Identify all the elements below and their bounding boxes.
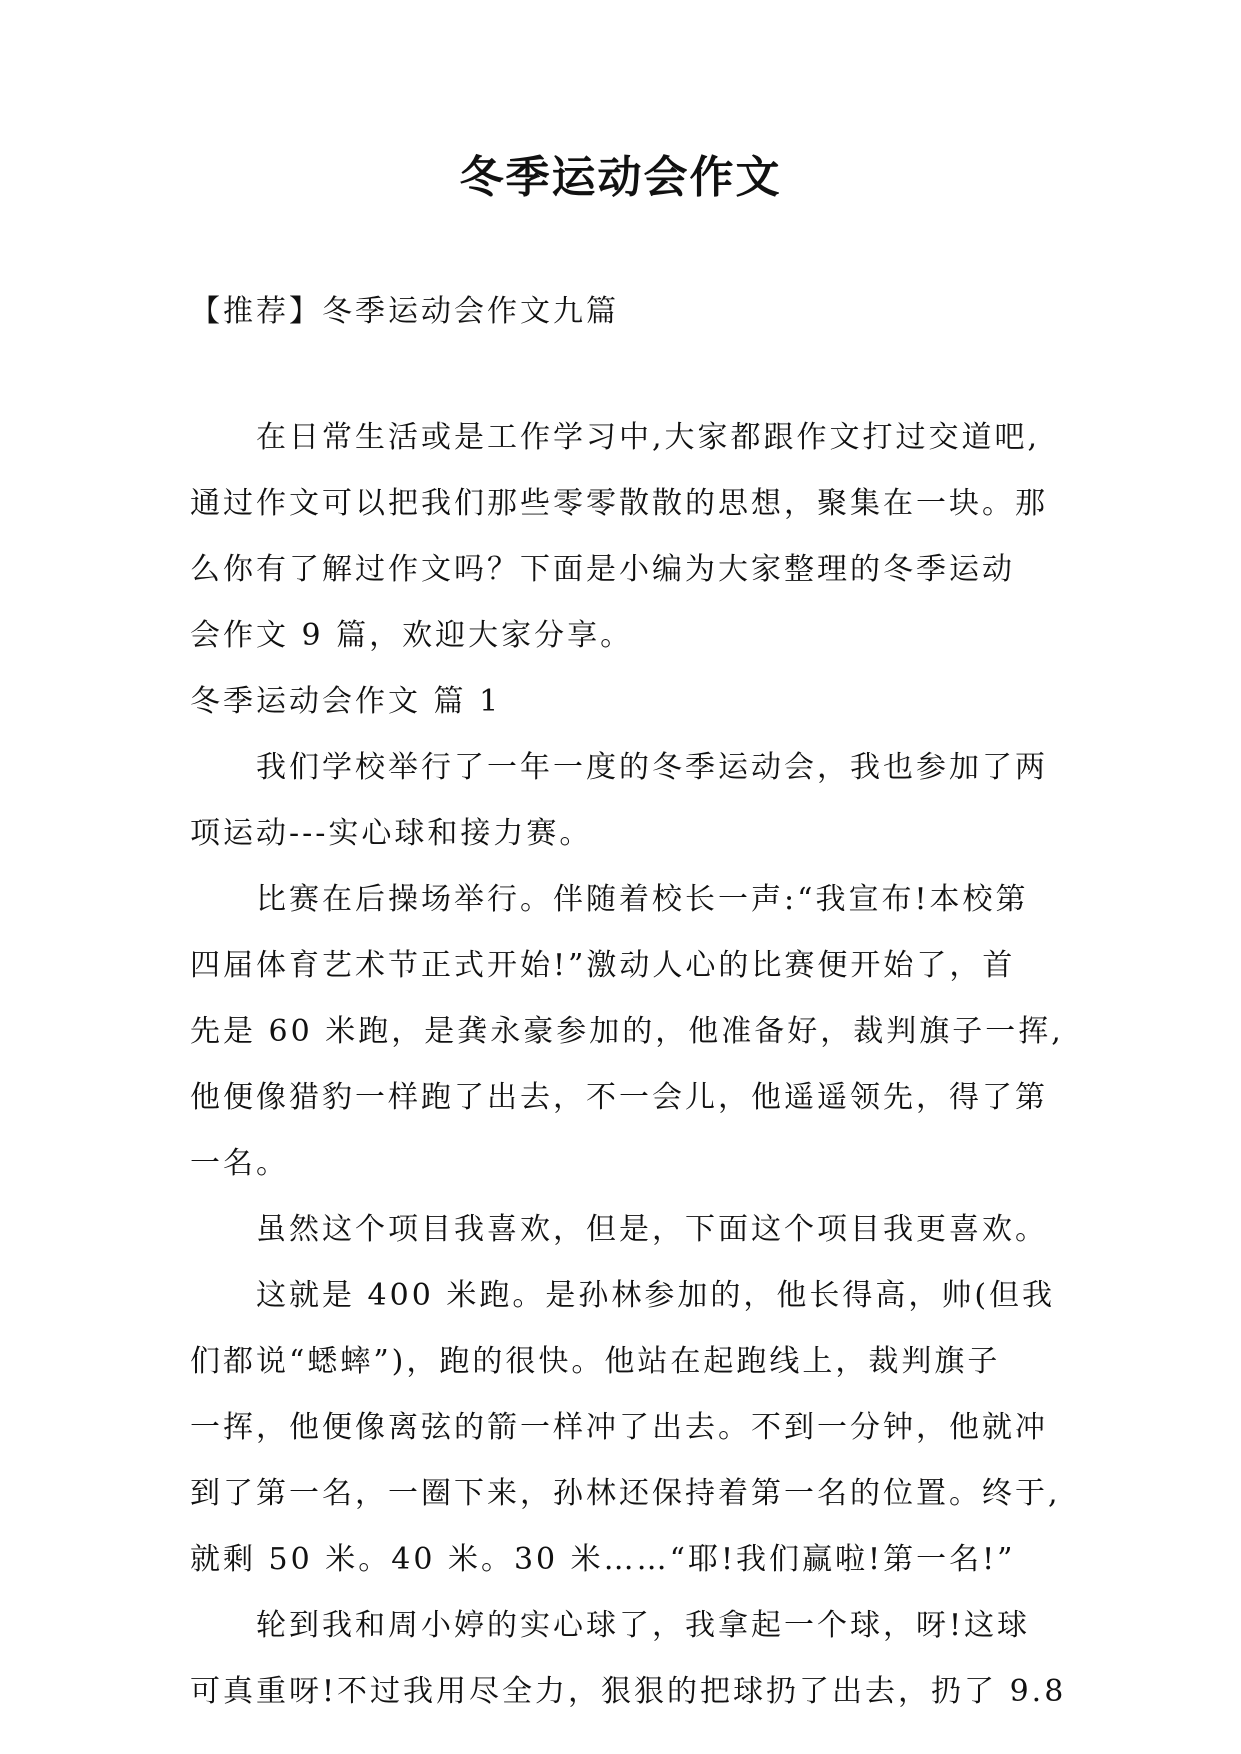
section-heading: 冬季运动会作文 篇 1	[190, 684, 502, 719]
text-line: 四届体育艺术节正式开始!”激动人心的比赛便开始了，首	[190, 948, 1016, 983]
text-line: 项运动---实心球和接力赛。	[190, 816, 593, 851]
text-line: 先是 60 米跑，是龚永豪参加的，他准备好，裁判旗子一挥,	[190, 1014, 1064, 1049]
document-body	[190, 405, 1067, 1725]
text-line: 么你有了解过作文吗？下面是小编为大家整理的冬季运动	[190, 552, 1015, 587]
text-line: 他便像猎豹一样跑了出去，不一会儿，他遥遥领先，得了第	[190, 1080, 1048, 1115]
text-line: 就剩 50 米。40 米。30 米……“耶!我们赢啦!第一名!”	[190, 1542, 1016, 1577]
text-line: 轮到我和周小婷的实心球了，我拿起一个球，呀!这球	[256, 1608, 1031, 1643]
text-line: 我们学校举行了一年一度的冬季运动会，我也参加了两	[256, 750, 1048, 785]
document-title: 冬季运动会作文	[459, 152, 782, 203]
text-line: 虽然这个项目我喜欢，但是，下面这个项目我更喜欢。	[256, 1212, 1048, 1247]
text-line: 通过作文可以把我们那些零零散散的思想，聚集在一块。那	[190, 486, 1048, 521]
text-line: 到了第一名，一圈下来，孙林还保持着第一名的位置。终于,	[190, 1476, 1061, 1511]
document-subtitle: 【推荐】冬季运动会作文九篇	[190, 294, 619, 329]
text-line: 在日常生活或是工作学习中,大家都跟作文打过交道吧,	[256, 420, 1041, 455]
text-line: 一名。	[190, 1146, 289, 1181]
text-line: 会作文 9 篇，欢迎大家分享。	[190, 618, 634, 653]
text-line: 可真重呀!不过我用尽全力，狠狠的把球扔了出去，扔了 9.8	[190, 1674, 1067, 1709]
text-line: 们都说“蟋蟀”)，跑的很快。他站在起跑线上，裁判旗子	[190, 1344, 1001, 1379]
text-line: 这就是 400 米跑。是孙林参加的，他长得高，帅(但我	[256, 1278, 1056, 1313]
text-line: 一挥，他便像离弦的箭一样冲了出去。不到一分钟，他就冲	[190, 1410, 1048, 1445]
text-line: 比赛在后操场举行。伴随着校长一声:“我宣布!本校第	[256, 882, 1029, 917]
